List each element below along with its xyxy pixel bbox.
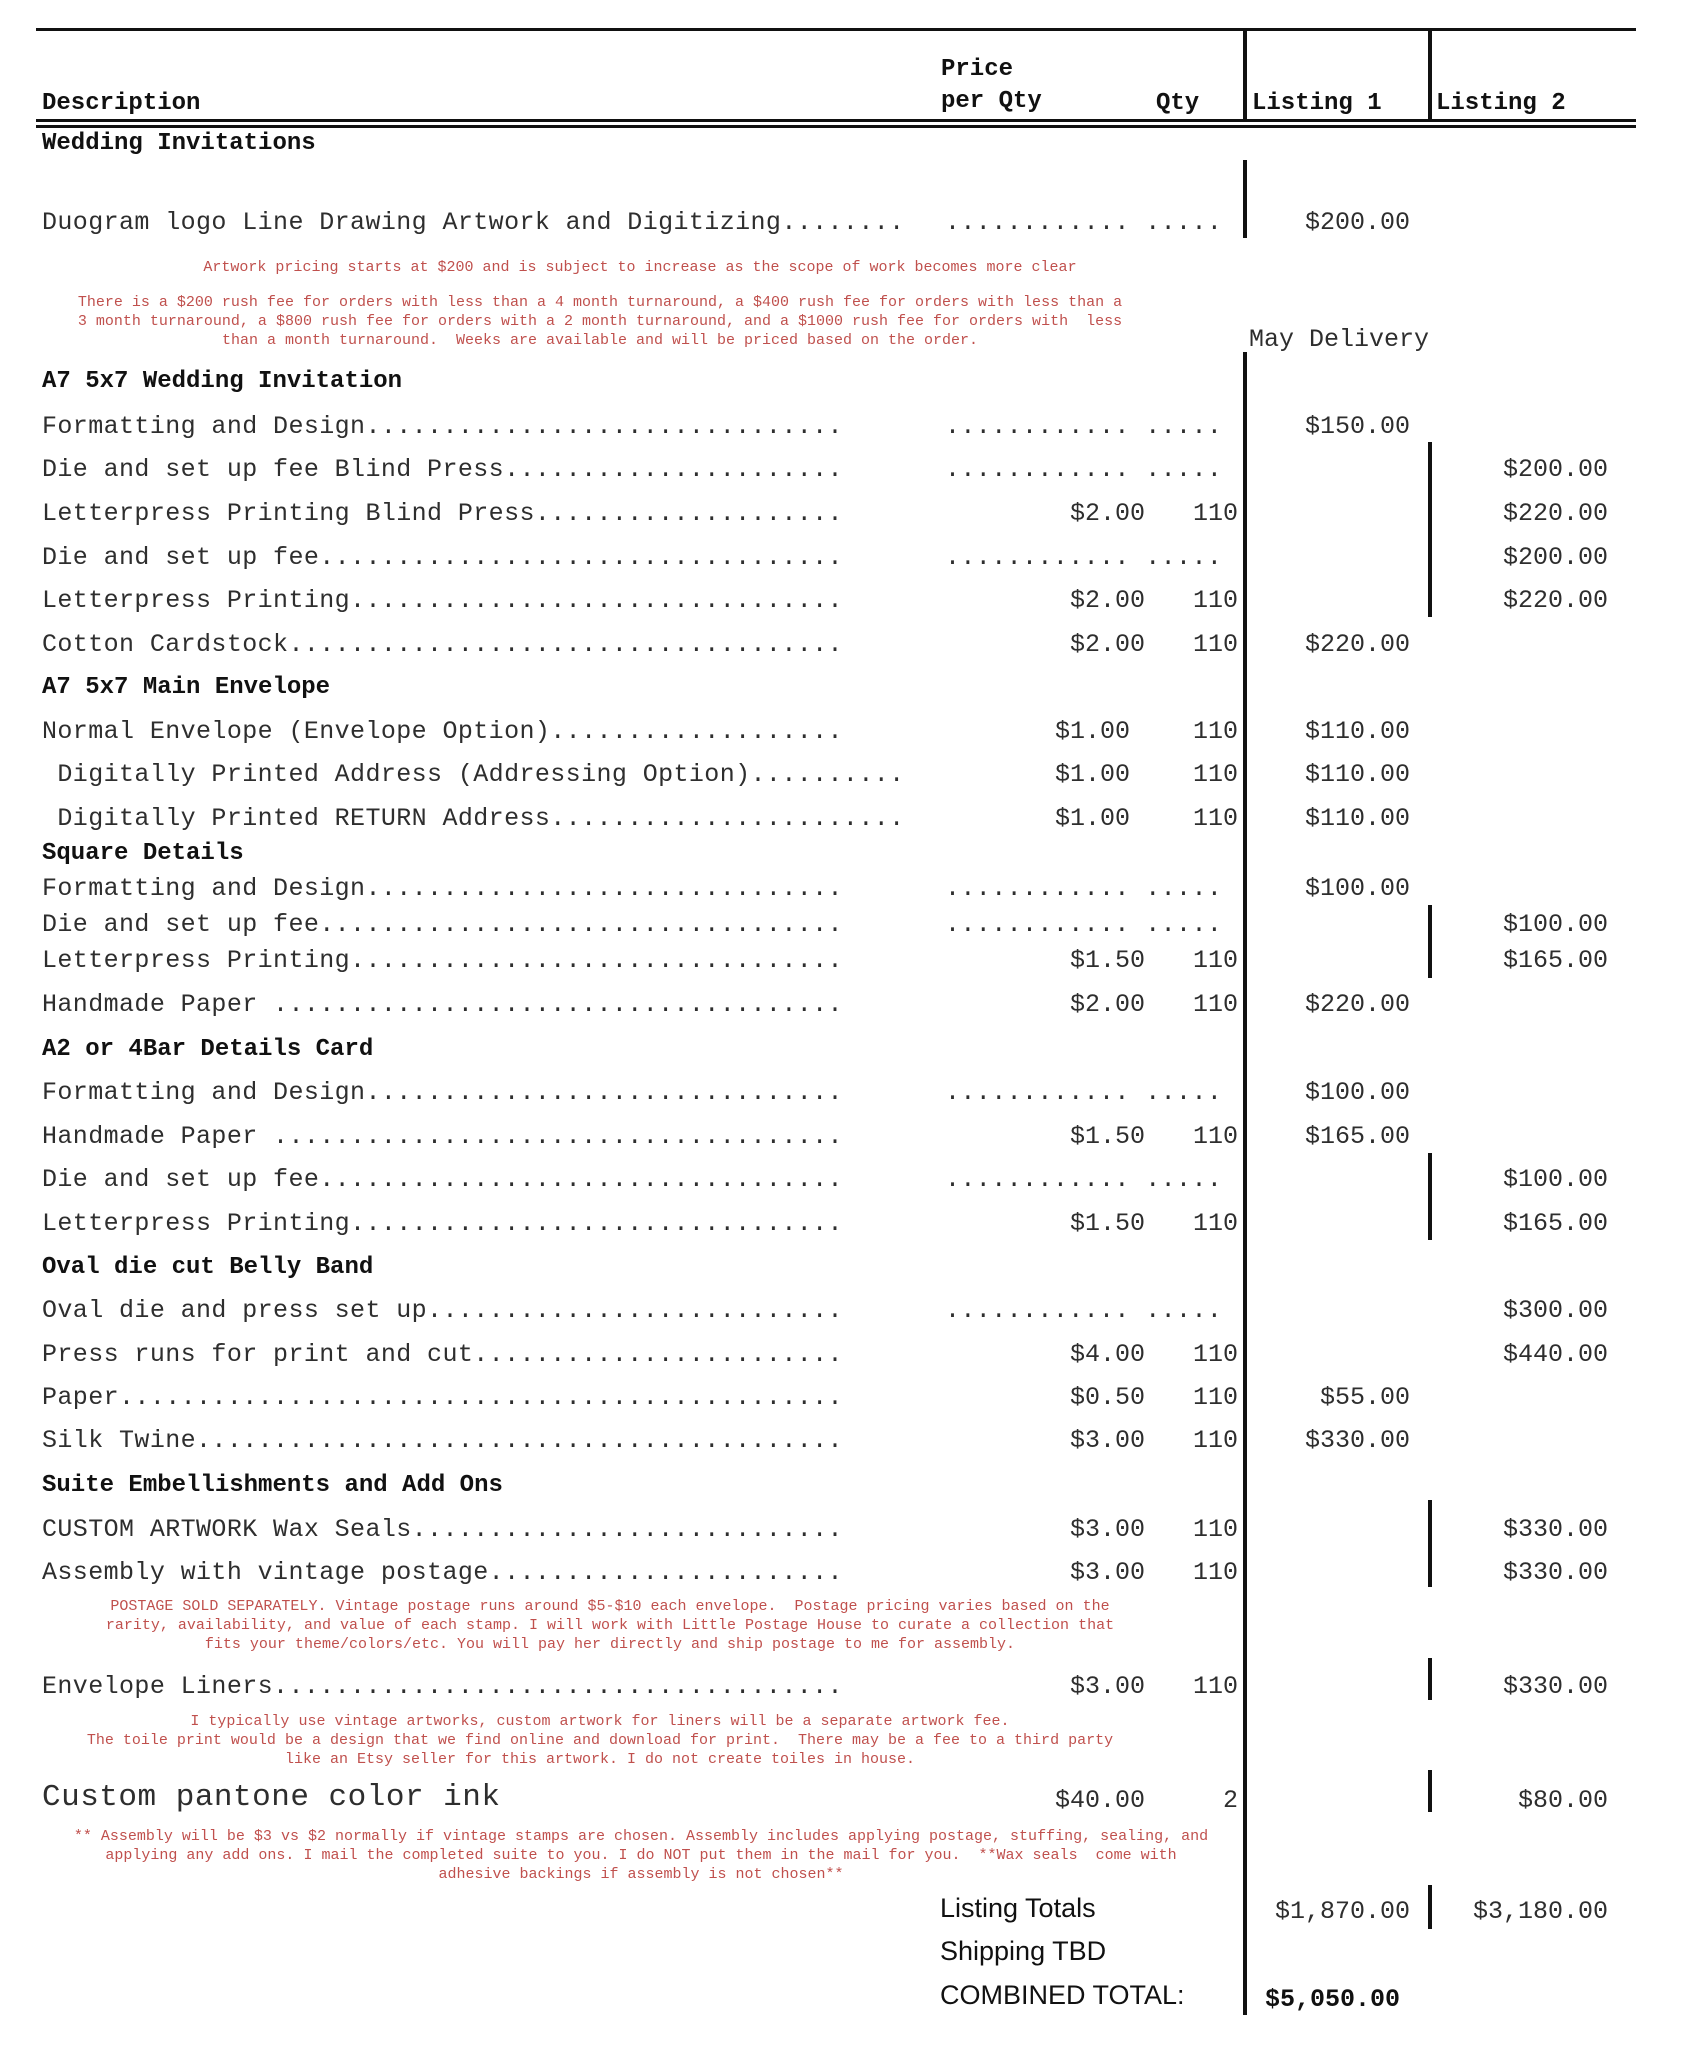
row-listing2: $330.00 — [1502, 1558, 1608, 1587]
row-listing1: $150.00 — [1304, 412, 1410, 441]
row-dots: ............ ..... — [945, 1078, 1223, 1107]
row-desc: Paper............................................... — [42, 1383, 843, 1412]
row-desc: Silk Twine.......................................... — [42, 1426, 843, 1455]
row-qty: 110 — [1192, 990, 1238, 1019]
row-price: $3.00 — [1069, 1515, 1145, 1544]
row-qty: 110 — [1192, 630, 1238, 659]
row-desc: Oval die and press set up........................... — [42, 1296, 843, 1325]
row-desc: Letterpress Printing................................ — [42, 1209, 843, 1238]
row-listing1: $220.00 — [1304, 990, 1410, 1019]
row-price: $3.00 — [1069, 1672, 1145, 1701]
row-qty: 110 — [1192, 1340, 1238, 1369]
column-divider-listing2 — [1428, 1500, 1432, 1587]
row-listing1: $165.00 — [1304, 1122, 1410, 1151]
row-desc: Digitally Printed RETURN Address....................... — [42, 804, 905, 833]
may-delivery-label: May Delivery — [1249, 325, 1430, 354]
row-qty: 110 — [1192, 1558, 1238, 1587]
listing1-total: $1,870.00 — [1274, 1897, 1410, 1926]
section-title-a2-details: A2 or 4Bar Details Card — [42, 1036, 374, 1063]
row-dots: ............ ..... — [945, 1296, 1223, 1325]
column-divider-listing1 — [1243, 1815, 1247, 2015]
column-divider-listing2 — [1428, 1658, 1432, 1700]
section-title-belly-band: Oval die cut Belly Band — [42, 1254, 374, 1281]
row-listing2: $330.00 — [1502, 1672, 1608, 1701]
column-divider-listing2 — [1428, 1885, 1432, 1929]
row-dots: ............ ..... — [945, 910, 1223, 939]
note-assembly: ** Assembly will be $3 vs $2 normally if vintage stamps are chosen. Assembly includes applying postage, stuffing, sealing, and applying any add ons. I mail the completed suite to you. I do NOT put them in the mail for you. **Wax seals come with adhesive backings if assembly is not chosen** — [73, 1828, 1209, 1883]
row-dots: ............ ..... — [945, 208, 1223, 237]
row-price: $1.00 — [1054, 760, 1130, 789]
note-artwork-pricing: Artwork pricing starts at $200 and is subject to increase as the scope of work becomes more clear — [203, 259, 1077, 276]
row-price: $2.00 — [1069, 499, 1145, 528]
row-desc: Letterpress Printing................................ — [42, 946, 843, 975]
row-desc: Handmade Paper ..................................... — [42, 990, 843, 1019]
listing-totals-label: Listing Totals — [940, 1893, 1096, 1923]
row-price: $4.00 — [1069, 1340, 1145, 1369]
row-price: $2.00 — [1069, 990, 1145, 1019]
note-liners: I typically use vintage artworks, custom artwork for liners will be a separate artwork fee. The toile print would be a design that we find online and download for print. There may be a fee to a third party like an Etsy seller for this artwork. I do not create toiles in house. — [86, 1713, 1114, 1768]
column-divider-listing1 — [1243, 160, 1247, 238]
row-desc: Letterpress Printing Blind Press.................... — [42, 499, 843, 528]
row-listing2: $200.00 — [1502, 543, 1608, 572]
row-listing1: $330.00 — [1304, 1426, 1410, 1455]
row-qty: 110 — [1192, 1426, 1238, 1455]
row-dots: ............ ..... — [945, 1165, 1223, 1194]
row-qty: 110 — [1192, 1122, 1238, 1151]
row-desc: Cotton Cardstock.................................... — [42, 630, 843, 659]
header-description: Description — [42, 90, 201, 117]
header-price-line1: Price — [941, 56, 1014, 83]
row-listing1: $110.00 — [1304, 804, 1410, 833]
row-listing1: $100.00 — [1304, 1078, 1410, 1107]
row-dots: ............ ..... — [945, 455, 1223, 484]
row-qty: 110 — [1192, 946, 1238, 975]
row-dots: ............ ..... — [945, 543, 1223, 572]
row-qty: 110 — [1192, 1672, 1238, 1701]
column-divider-listing2 — [1428, 905, 1432, 978]
section-title-embellishments: Suite Embellishments and Add Ons — [42, 1472, 503, 1499]
row-listing2: $80.00 — [1517, 1786, 1608, 1815]
row-qty: 110 — [1192, 717, 1238, 746]
row-listing1: $110.00 — [1304, 717, 1410, 746]
combined-total-label: COMBINED TOTAL: — [940, 1980, 1185, 2010]
row-price: $1.00 — [1054, 717, 1130, 746]
row-qty: 110 — [1192, 1209, 1238, 1238]
row-price: $0.50 — [1069, 1383, 1145, 1412]
row-price: $2.00 — [1069, 586, 1145, 615]
row-desc: Normal Envelope (Envelope Option)................... — [42, 717, 843, 746]
row-listing2: $165.00 — [1502, 946, 1608, 975]
listing2-total: $3,180.00 — [1472, 1897, 1608, 1926]
column-divider-listing1 — [1243, 352, 1247, 1822]
row-dots: ............ ..... — [945, 412, 1223, 441]
shipping-label: Shipping TBD — [940, 1936, 1107, 1966]
row-listing2: $220.00 — [1502, 586, 1608, 615]
row-listing1: $55.00 — [1319, 1383, 1410, 1412]
note-postage: POSTAGE SOLD SEPARATELY. Vintage postage runs around $5-$10 each envelope. Postage pricing varies based on the rarity, availability, and value of each stamp. I will work with Little Postage House to curate a collection that fits your theme/colors/etc. You will pay her directly and ship postage to me for assembly. — [105, 1598, 1115, 1653]
row-price: $2.00 — [1069, 630, 1145, 659]
header-qty: Qty — [1156, 90, 1200, 117]
row-listing1: $110.00 — [1304, 760, 1410, 789]
header-rule-bottom — [36, 125, 1636, 128]
row-desc: Die and set up fee Blind Press...................... — [42, 455, 843, 484]
row-qty: 110 — [1192, 804, 1238, 833]
section-title-a7-envelope: A7 5x7 Main Envelope — [42, 674, 331, 701]
row-listing2: $300.00 — [1502, 1296, 1608, 1325]
row-qty: 110 — [1192, 1515, 1238, 1544]
row-qty: 110 — [1192, 1383, 1238, 1412]
column-divider-listing2 — [1428, 1153, 1432, 1240]
row-desc: Assembly with vintage postage....................... — [42, 1558, 843, 1587]
combined-total-value: $5,050.00 — [1265, 1985, 1401, 2014]
header-price-line2: per Qty — [941, 88, 1042, 115]
row-listing2: $220.00 — [1502, 499, 1608, 528]
row-listing2: $100.00 — [1502, 910, 1608, 939]
row-price: $3.00 — [1069, 1426, 1145, 1455]
row-price: $3.00 — [1069, 1558, 1145, 1587]
section-title-a7-invitation: A7 5x7 Wedding Invitation — [42, 368, 403, 395]
row-desc: Duogram logo Line Drawing Artwork and Digitizing........ — [42, 208, 905, 237]
row-qty: 110 — [1192, 586, 1238, 615]
section-title-wedding-invitations: Wedding Invitations — [42, 130, 316, 157]
row-desc: Die and set up fee.................................. — [42, 910, 843, 939]
row-desc: Handmade Paper ..................................... — [42, 1122, 843, 1151]
row-listing2: $330.00 — [1502, 1515, 1608, 1544]
row-qty: 2 — [1222, 1786, 1238, 1815]
row-desc: Die and set up fee.................................. — [42, 543, 843, 572]
row-listing2: $200.00 — [1502, 455, 1608, 484]
row-qty: 110 — [1192, 760, 1238, 789]
row-desc: Digitally Printed Address (Addressing Option).......... — [42, 760, 905, 789]
column-divider-listing2 — [1428, 442, 1432, 617]
header-rule-top — [36, 119, 1636, 122]
row-desc: Formatting and Design............................... — [42, 1078, 843, 1107]
row-desc-pantone: Custom pantone color ink — [42, 1780, 501, 1815]
row-desc: Letterpress Printing................................ — [42, 586, 843, 615]
row-desc: Formatting and Design............................... — [42, 412, 843, 441]
row-desc: Die and set up fee.................................. — [42, 1165, 843, 1194]
row-price: $1.50 — [1069, 946, 1145, 975]
row-price: $40.00 — [1054, 1786, 1145, 1815]
column-divider-listing2 — [1428, 1770, 1432, 1812]
row-listing1: $220.00 — [1304, 630, 1410, 659]
row-listing1: $100.00 — [1304, 874, 1410, 903]
header-divider-1 — [1243, 30, 1247, 120]
row-price: $1.50 — [1069, 1209, 1145, 1238]
row-listing2: $165.00 — [1502, 1209, 1608, 1238]
row-desc: Press runs for print and cut........................ — [42, 1340, 843, 1369]
header-divider-2 — [1428, 30, 1432, 120]
header-listing-2: Listing 2 — [1436, 90, 1566, 117]
row-desc: CUSTOM ARTWORK Wax Seals............................ — [42, 1515, 843, 1544]
header-listing-1: Listing 1 — [1252, 90, 1382, 117]
top-rule — [36, 28, 1636, 31]
row-desc: Formatting and Design............................... — [42, 874, 843, 903]
note-rush-fee: There is a $200 rush fee for orders with less than a 4 month turnaround, a $400 rush fee for orders with less than a 3 month turnaround, a $800 rush fee for orders with a 2 month turnaround, and a $1000 rush fee for orders with less than a month turnaround. Weeks are available and will be priced based on the order. — [77, 294, 1123, 349]
section-title-square-details: Square Details — [42, 840, 244, 867]
row-price: $1.50 — [1069, 1122, 1145, 1151]
row-desc: Envelope Liners..................................... — [42, 1672, 843, 1701]
row-price: $1.00 — [1054, 804, 1130, 833]
row-listing2: $100.00 — [1502, 1165, 1608, 1194]
row-qty: 110 — [1192, 499, 1238, 528]
row-dots: ............ ..... — [945, 874, 1223, 903]
row-listing1: $200.00 — [1304, 208, 1410, 237]
row-listing2: $440.00 — [1502, 1340, 1608, 1369]
